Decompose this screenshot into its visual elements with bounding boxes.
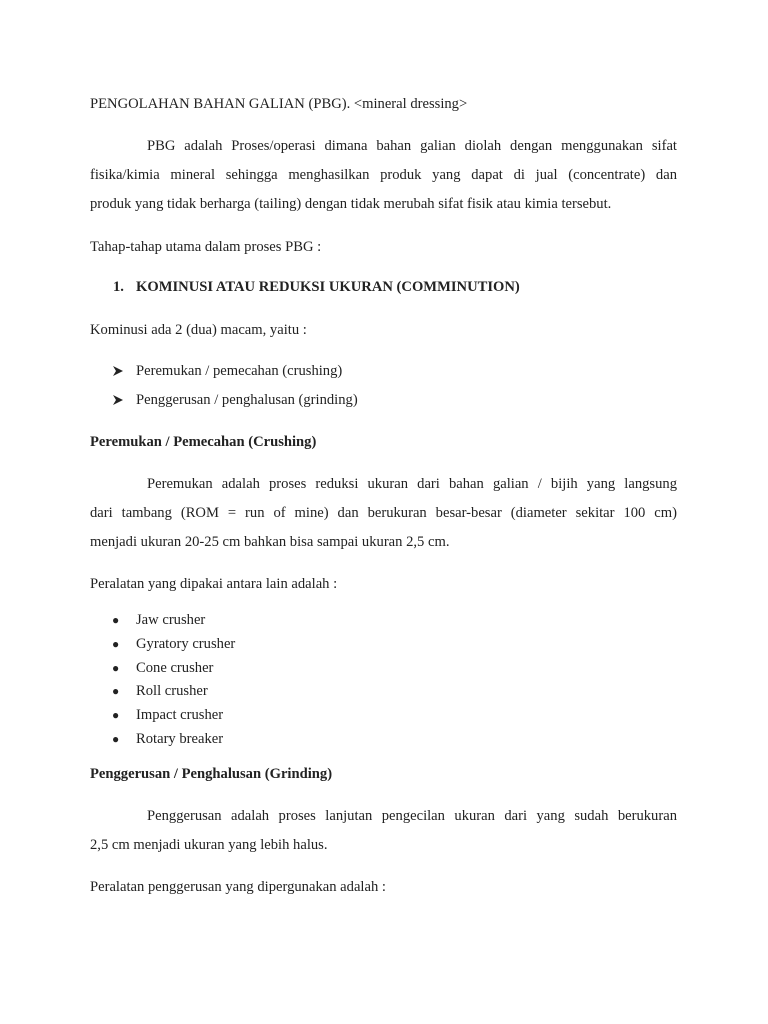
crushing-line-3: menjadi ukuran 20-25 cm bahkan bisa sampai ukuran 2,5 cm. bbox=[90, 534, 450, 550]
bullet-dot-icon: ● bbox=[112, 637, 120, 651]
intro-line-2: fisika/kimia mineral sehingga menghasilkan produk yang dapat di jual (concentrate) dan bbox=[90, 167, 677, 183]
stages-intro: Tahap-tahap utama dalam proses PBG : bbox=[90, 239, 322, 255]
kominusi-intro: Kominusi ada 2 (dua) macam, yaitu : bbox=[90, 322, 307, 338]
crushing-heading: Peremukan / Pemecahan (Crushing) bbox=[90, 434, 317, 450]
bullet-dot-icon: ● bbox=[112, 684, 120, 698]
equipment-item: Gyratory crusher bbox=[136, 636, 236, 652]
list-item: Peremukan / pemecahan (crushing) bbox=[136, 363, 343, 379]
crushing-line-1: Peremukan adalah proses reduksi ukuran dari bahan galian / bijih yang langsung bbox=[147, 476, 677, 492]
arrow-bullet-icon bbox=[112, 362, 124, 380]
grinding-line-2: 2,5 cm menjadi ukuran yang lebih halus. bbox=[90, 837, 328, 853]
grinding-heading: Penggerusan / Penghalusan (Grinding) bbox=[90, 766, 333, 782]
list-item: Penggerusan / penghalusan (grinding) bbox=[136, 392, 358, 408]
bullet-dot-icon: ● bbox=[112, 732, 120, 746]
bullet-dot-icon: ● bbox=[112, 661, 120, 675]
equipment-item: Jaw crusher bbox=[136, 612, 206, 628]
bullet-dot-icon: ● bbox=[112, 613, 120, 627]
equipment-item: Roll crusher bbox=[136, 683, 208, 699]
section-heading: KOMINUSI ATAU REDUKSI UKURAN (COMMINUTION) bbox=[136, 279, 520, 295]
grinding-line-1: Penggerusan adalah proses lanjutan pengecilan ukuran dari yang sudah berukuran bbox=[147, 808, 677, 824]
document-title: PENGOLAHAN BAHAN GALIAN (PBG). <mineral dressing> bbox=[90, 96, 468, 112]
equipment-item: Impact crusher bbox=[136, 707, 224, 723]
crushing-line-2: dari tambang (ROM = run of mine) dan berukuran besar-besar (diameter sekitar 100 cm) bbox=[90, 505, 677, 521]
intro-line-3: produk yang tidak berharga (tailing) dengan tidak merubah sifat fisik atau kimia tersebut. bbox=[90, 196, 612, 212]
equipment-item: Rotary breaker bbox=[136, 731, 224, 747]
bullet-dot-icon: ● bbox=[112, 708, 120, 722]
intro-line-1: PBG adalah Proses/operasi dimana bahan galian diolah dengan menggunakan sifat bbox=[147, 138, 677, 154]
section-number: 1. bbox=[113, 279, 124, 295]
arrow-bullet-icon bbox=[112, 391, 124, 409]
grinding-equipment-intro: Peralatan penggerusan yang dipergunakan adalah : bbox=[90, 879, 386, 895]
equipment-item: Cone crusher bbox=[136, 660, 214, 676]
crushing-equipment-intro: Peralatan yang dipakai antara lain adalah : bbox=[90, 576, 338, 592]
